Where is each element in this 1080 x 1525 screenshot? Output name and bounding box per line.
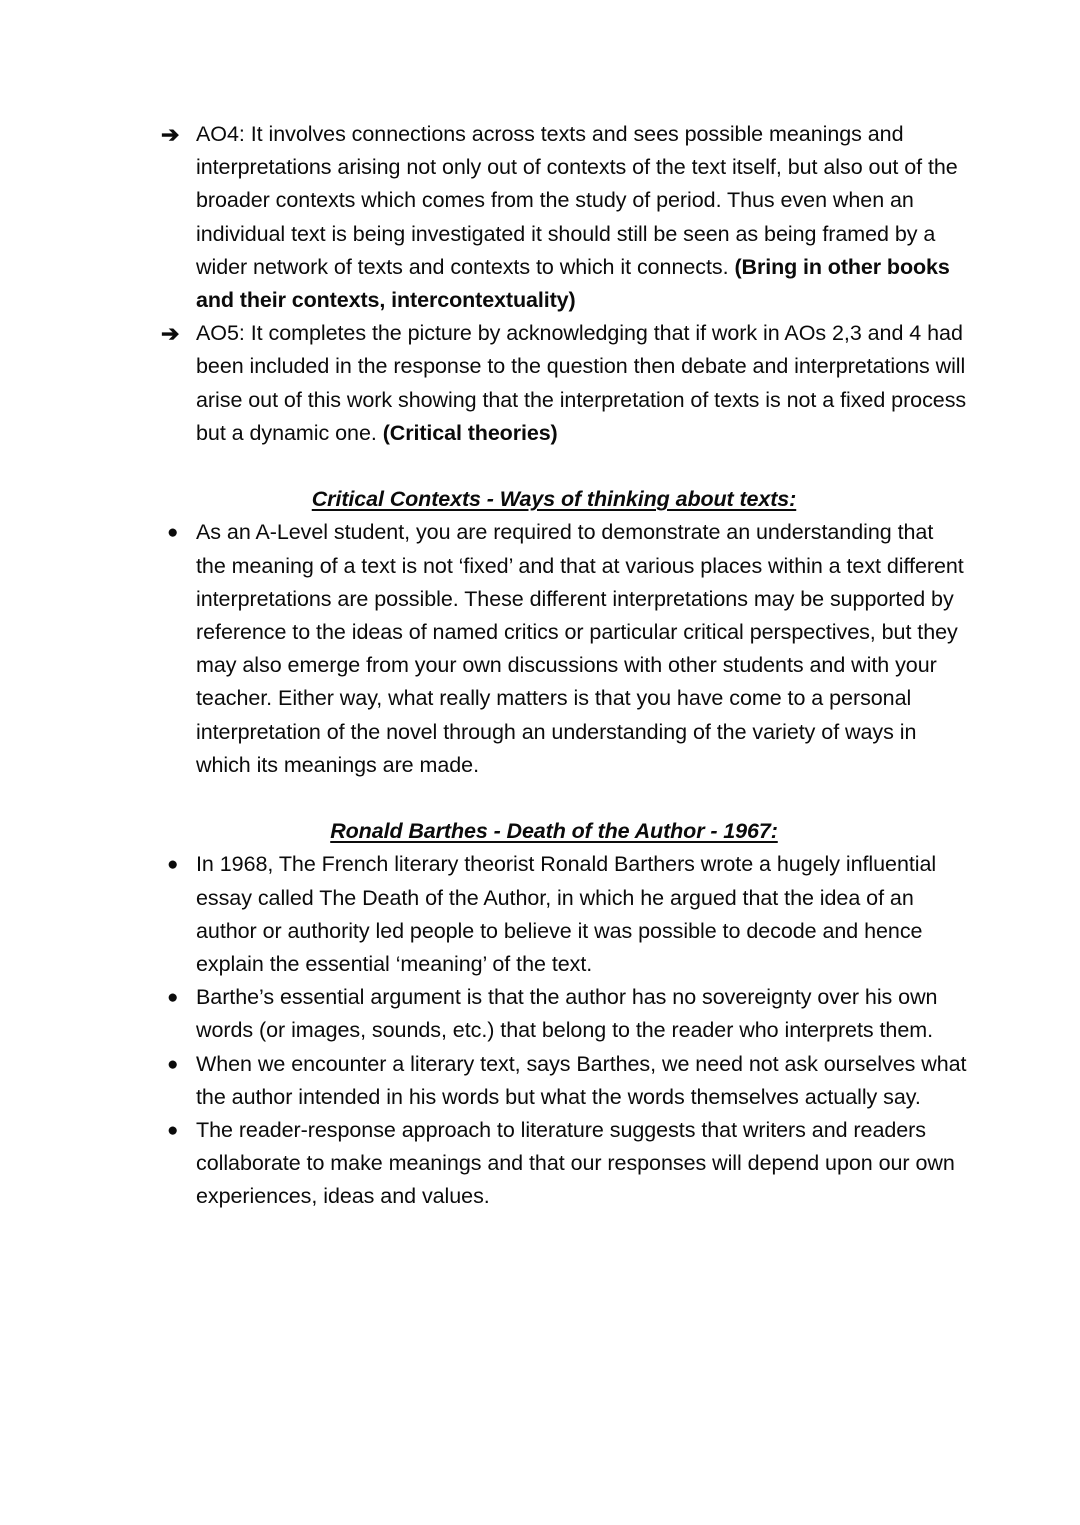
list-item-text: As an A-Level student, you are required to demonstrate an understanding that the meaning of a text is not ‘fixed’ and that at various places within a text different interpretations are possible. These different interpretations may be supported by reference to the ideas of named critics or particular critical perspectives, but they may also emerge from your own discussions with other students and with your teacher. Either way, what really matters is that you have come to a personal interpretation of the novel through an understanding of the variety of ways in which its meanings are made. <box>196 520 964 777</box>
list-item <box>155 1048 967 1114</box>
arrow-icon: ➔ <box>161 321 180 347</box>
assessment-objectives-list <box>155 118 967 450</box>
bullet-icon: ● <box>167 1120 179 1142</box>
section-heading-ronald-barthes: Ronald Barthes - Death of the Author - 1967: <box>330 819 778 844</box>
list-item-text: When we encounter a literary text, says Barthes, we need not ask ourselves what the author intended in his words but what the words themselves actually say. <box>196 1051 967 1109</box>
list-item-text: Barthe’s essential argument is that the author has no sovereignty over his own words (or images, sounds, etc.) that belong to the reader who interprets them. <box>196 985 938 1043</box>
list-item-text: AO5: It completes the picture by acknowledging that if work in AOs 2,3 and 4 had been included in the response to the question then debate and interpretations will arise out of this work showing that the interpretation of texts is not a fixed process but a dynamic one. <box>196 321 967 445</box>
bullet-icon: ● <box>167 522 179 544</box>
list-item-bold-tail: (Critical theories) <box>382 420 558 445</box>
list-item <box>155 317 967 450</box>
list-item-text: AO4: It involves connections across texts and sees possible meanings and interpretations arising not only out of contexts of the text itself, but also out of the broader contexts which comes from the study of period. Thus even when an individual text is being investigated it should still be seen as being framed by a wider network of texts and contexts to which it connects. <box>196 122 958 279</box>
spacer <box>155 782 967 815</box>
spacer <box>155 450 967 483</box>
list-item <box>155 848 967 981</box>
section-heading-critical-contexts: Critical Contexts - Ways of thinking about texts: <box>311 487 797 512</box>
bullet-icon: ● <box>167 854 179 876</box>
list-item-bold-tail: (Bring in other books and their contexts, intercontextuality) <box>196 254 950 313</box>
list-item-text: The reader-response approach to literature suggests that writers and readers collaborate to make meanings and that our responses will depend upon our own experiences, ideas and values. <box>196 1118 955 1209</box>
barthes-list <box>155 848 967 1213</box>
bullet-icon: ● <box>167 987 179 1009</box>
arrow-icon: ➔ <box>161 122 180 147</box>
list-item-text: In 1968, The French literary theorist Ronald Barthers wrote a hugely influential essay called The Death of the Author, in which he argued that the idea of an author or authority led people to believe it was possible to decode and hence explain the essential ‘meaning’ of the text. <box>196 852 937 977</box>
list-item <box>155 516 967 782</box>
document-body <box>155 118 967 1214</box>
list-item <box>155 118 967 317</box>
bullet-icon: ● <box>167 1053 179 1075</box>
list-item <box>155 981 967 1047</box>
critical-contexts-list <box>155 516 967 782</box>
list-item <box>155 1114 967 1214</box>
